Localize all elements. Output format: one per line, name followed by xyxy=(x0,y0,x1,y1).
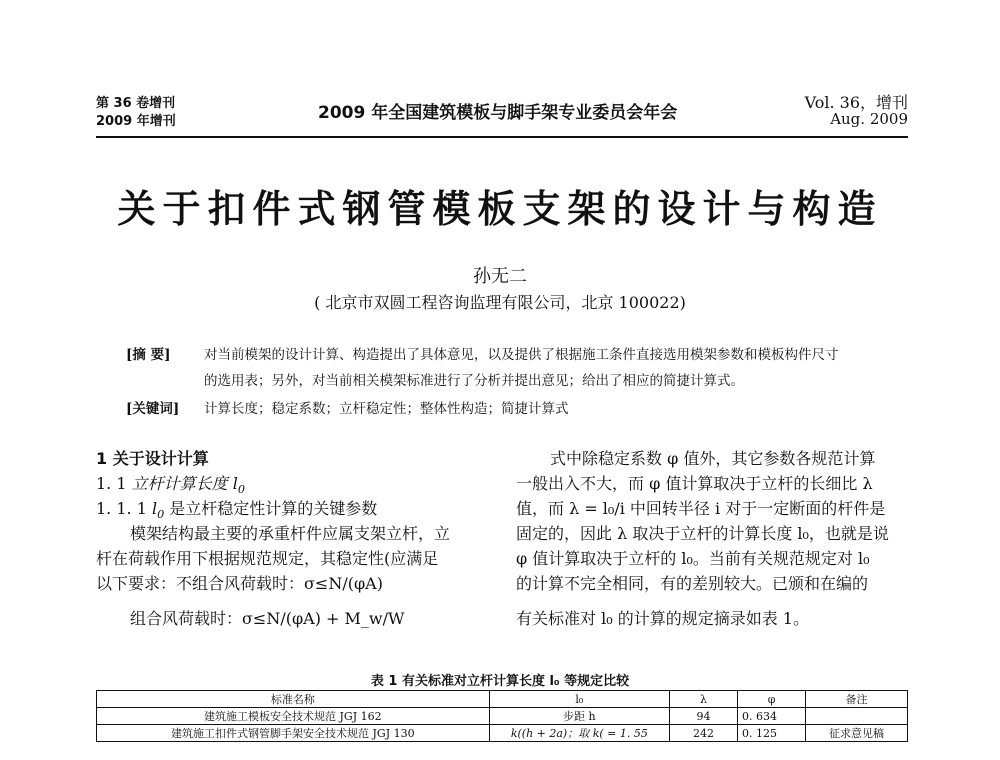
body-line: 值，而 λ = l₀/i 中回转半径 i 对于一定断面的杆件是 xyxy=(516,499,886,518)
abstract-line: 的选用表；另外，对当前相关模架标准进行了分析并提出意见；给出了相应的简捷计算式。 xyxy=(204,373,744,389)
affiliation: ( 北京市双圆工程咨询监理有限公司，北京 100022) xyxy=(314,293,686,312)
paper-title: 关于扣件式钢管模板支架的设计与构造 xyxy=(117,186,883,231)
table-cell: 94 xyxy=(670,708,738,725)
table-header-cell: φ xyxy=(738,691,806,708)
body-line: 的计算不完全相同，有的差别较大。已颁和在编的 xyxy=(516,574,869,593)
abstract-line: 对当前模架的设计计算、构造提出了具体意见，以及提供了根据施工条件直接选用模架参数和模板构件尺寸 xyxy=(204,347,839,363)
section-heading: 1 关于设计计算 xyxy=(96,449,209,468)
table-caption: 表 1 有关标准对立杆计算长度 l₀ 等规定比较 xyxy=(370,674,630,689)
body-line: 一般出入不大，而 φ 值计算取决于立杆的长细比 λ xyxy=(516,474,873,493)
table-cell: 242 xyxy=(670,725,738,742)
table-cell: 征求意见稿 xyxy=(806,725,908,742)
table-cell: 建筑施工模板安全技术规范 JGJ 162 xyxy=(97,708,490,725)
body-line: 杆在荷载作用下根据规范规定，其稳定性(应满足 xyxy=(96,549,439,568)
header-year: 2009 年增刊 xyxy=(96,114,176,129)
body-line: 以下要求：不组合风荷载时：σ≤N/(φA) xyxy=(96,574,383,593)
table-cell: k((h + 2a)；取 k( = 1. 55 xyxy=(489,725,669,742)
table-header-cell: 备注 xyxy=(806,691,908,708)
subsection-heading: 1. 1 立杆计算长度 $l_0$ xyxy=(96,474,245,497)
header-vol-en: Vol. 36，增刊 xyxy=(804,93,908,112)
body-line: 模架结构最主要的承重杆件应属支架立杆，立 xyxy=(130,524,451,543)
header-date-en: Aug. 2009 xyxy=(830,110,908,128)
author: 孙无二 xyxy=(473,266,527,287)
table-cell xyxy=(806,708,908,725)
table-header-cell: λ xyxy=(670,691,738,708)
body-line: 式中除稳定系数 φ 值外，其它参数各规范计算 xyxy=(550,449,876,468)
body-line: 有关标准对 l₀ 的计算的规定摘录如表 1。 xyxy=(516,609,809,628)
body-line: φ 值计算取决于立杆的 l₀。当前有关规范规定对 l₀ xyxy=(516,549,870,568)
subsubsection-heading: 1. 1. 1 $l_0$ 是立杆稳定性计算的关键参数 xyxy=(96,499,378,522)
table-cell: 建筑施工扣件式钢管脚手架安全技术规范 JGJ 130 xyxy=(97,725,490,742)
table-header-row xyxy=(97,691,908,708)
table-row xyxy=(97,708,908,725)
header-volume: 第 36 卷增刊 xyxy=(96,96,176,111)
keywords-label: [关键词] xyxy=(126,401,180,417)
table-cell: 步距 h xyxy=(489,708,669,725)
header-rule xyxy=(96,136,908,138)
keywords-text: 计算长度；稳定系数；立杆稳定性；整体性构造；简捷计算式 xyxy=(204,401,569,417)
table-header-cell: l₀ xyxy=(489,691,669,708)
table-cell: 0. 634 xyxy=(738,708,806,725)
comparison-table xyxy=(96,690,908,742)
formula-line: 组合风荷载时：σ≤N/(φA) + M_w/W xyxy=(130,609,405,628)
table-cell: 0. 125 xyxy=(738,725,806,742)
header-journal-title: 2009 年全国建筑模板与脚手架专业委员会年会 xyxy=(318,103,678,123)
body-line: 固定的，因此 λ 取决于立杆的计算长度 l₀，也就是说 xyxy=(516,524,889,543)
abstract-label: [摘 要] xyxy=(126,347,171,363)
table-row xyxy=(97,725,908,742)
table-header-cell: 标准名称 xyxy=(97,691,490,708)
